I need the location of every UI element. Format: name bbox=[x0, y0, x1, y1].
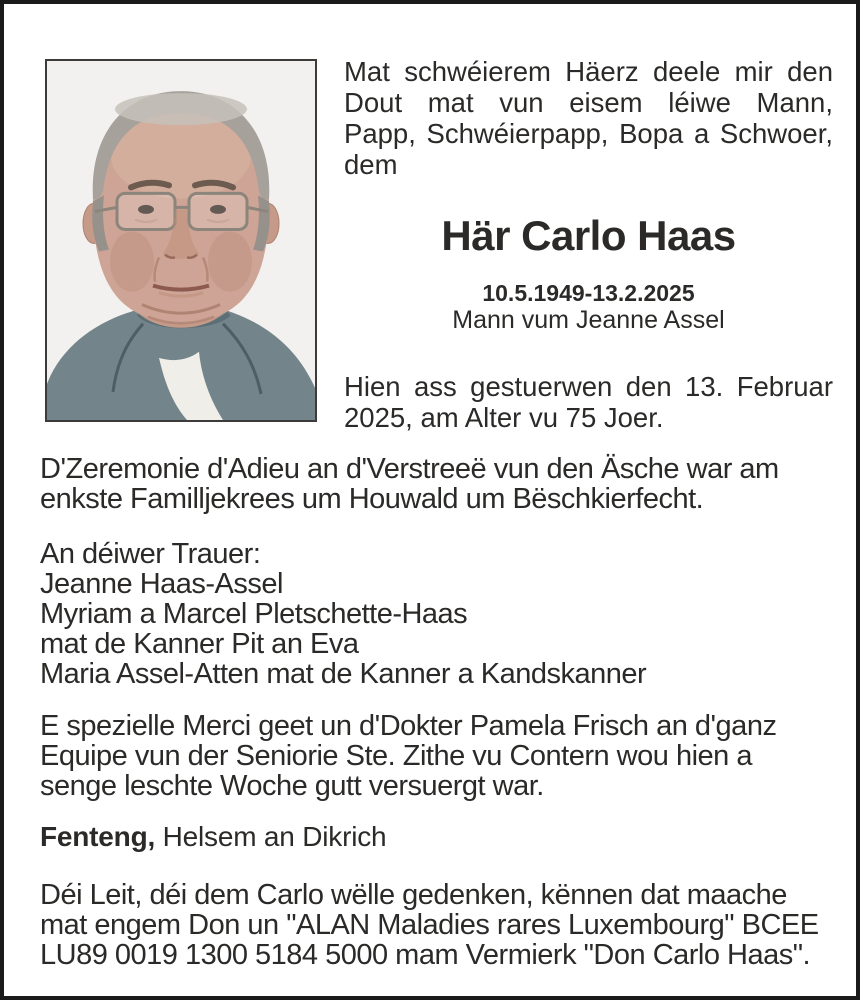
mourner-name: Myriam a Marcel Pletschette-Haas bbox=[40, 598, 468, 630]
donation-paragraph bbox=[40, 880, 834, 970]
ceremony-line: D'Zeremonie d'Adieu an d'Verstreeë vun den Äsche war am bbox=[40, 453, 779, 485]
thanks-line: senge leschte Woche gutt versuergt war. bbox=[40, 770, 544, 802]
mourner-name: mat de Kanner Pit an Eva bbox=[40, 628, 359, 660]
thanks-line: E spezielle Merci geet un d'Dokter Pamela Frisch an d'ganz bbox=[40, 710, 777, 742]
deceased-name: Här Carlo Haas bbox=[441, 212, 736, 259]
donation-line: Déi Leit, déi dem Carlo wëlle gedenken, kënnen dat maache bbox=[40, 879, 787, 911]
ceremony-paragraph bbox=[40, 454, 834, 514]
place-name: Fenteng, bbox=[40, 821, 156, 852]
intro-line: Papp, Schwéierpapp, Bopa a Schwoer, bbox=[344, 118, 833, 149]
mourning-paragraph bbox=[40, 539, 834, 689]
thanks-line: Equipe vun der Seniorie Ste. Zithe vu Contern wou hien a bbox=[40, 740, 752, 772]
intro-and-name-column bbox=[344, 56, 833, 433]
mourner-name: Maria Assel-Atten mat de Kanner a Kandskanner bbox=[40, 658, 647, 690]
thanks-paragraph bbox=[40, 711, 834, 801]
ceremony-line: enkste Familljekrees um Houwald um Bëschkierfecht. bbox=[40, 483, 704, 515]
mourner-name: Jeanne Haas-Assel bbox=[40, 568, 283, 600]
mourning-title: An déiwer Trauer: bbox=[40, 538, 261, 570]
photo-frame bbox=[45, 59, 317, 422]
death-statement bbox=[344, 371, 833, 433]
donation-line: LU89 0019 1300 5184 5000 mam Vermierk "Don Carlo Haas". bbox=[40, 939, 811, 971]
spouse-relation: Mann vum Jeanne Assel bbox=[452, 306, 725, 334]
place-rest: Helsem an Dikrich bbox=[155, 821, 387, 852]
notice-body bbox=[40, 454, 834, 970]
donation-line: mat engem Don un "ALAN Maladies rares Luxembourg" BCEE bbox=[40, 909, 819, 941]
intro-paragraph bbox=[344, 56, 833, 180]
death-line: 2025, am Alter vu 75 Joer. bbox=[344, 402, 664, 433]
life-dates: 10.5.1949-13.2.2025 bbox=[482, 280, 695, 306]
intro-line: Dout mat vun eisem léiwe Mann, bbox=[344, 87, 833, 118]
intro-line: Mat schwéierem Häerz deele mir den bbox=[344, 56, 833, 87]
intro-line: dem bbox=[344, 149, 398, 180]
death-line: Hien ass gestuerwen den 13. Februar bbox=[344, 371, 833, 402]
portrait-photo bbox=[47, 61, 315, 420]
place-line bbox=[40, 822, 834, 852]
